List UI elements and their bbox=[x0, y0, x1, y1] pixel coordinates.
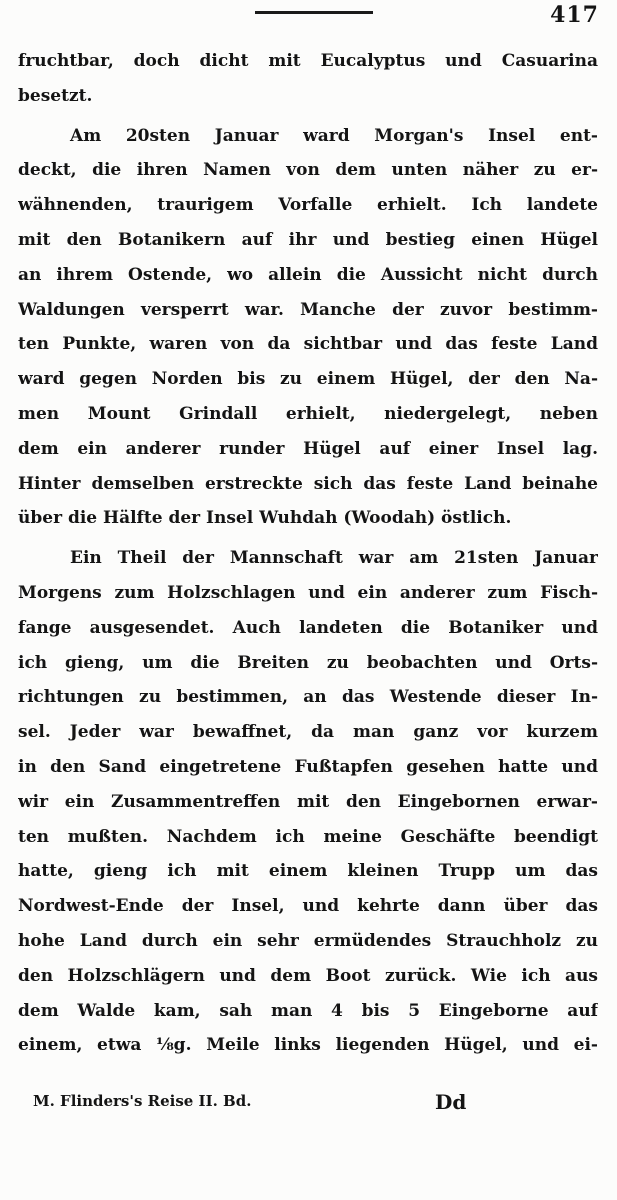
text-line: den Holzschlägern und dem Boot zurück. Wie ich aus bbox=[18, 965, 598, 986]
text-line: Hinter demselben erstreckte sich das feste Land beinahe bbox=[18, 473, 598, 494]
text-line: einem, etwa ⅛g. Meile links liegenden Hügel, und ei- bbox=[18, 1035, 598, 1056]
text-line: fange ausgesendet. Auch landeten die Botaniker und bbox=[18, 617, 598, 638]
text-line: ward gegen Norden bis zu einem Hügel, der den Na- bbox=[18, 369, 598, 390]
text-line: mit den Botanikern auf ihr und bestieg einen Hügel bbox=[18, 229, 598, 250]
text-line: ich gieng, um die Breiten zu beobachten und Orts- bbox=[18, 652, 598, 673]
text-line: deckt, die ihren Namen von dem unten näher zu er- bbox=[18, 160, 598, 181]
text-line: hohe Land durch ein sehr ermüdendes Strauchholz zu bbox=[18, 930, 598, 951]
text-line: hatte, gieng ich mit einem kleinen Trupp um das bbox=[18, 861, 598, 882]
text-line: besetzt. bbox=[18, 85, 93, 106]
text-line: men Mount Grindall erhielt, niedergelegt, neben bbox=[18, 403, 598, 424]
text-line: dem ein anderer runder Hügel auf einer Insel lag. bbox=[18, 438, 598, 459]
text-line: dem Walde kam, sah man 4 bis 5 Eingeborne auf bbox=[18, 1000, 598, 1021]
header-rule bbox=[255, 11, 373, 14]
text-line: fruchtbar, doch dicht mit Eucalyptus und Casuarina bbox=[18, 51, 598, 71]
text-line: sel. Jeder war bewaffnet, da man ganz vor kurzem bbox=[18, 722, 598, 743]
paragraph-3 bbox=[18, 541, 598, 1063]
page-number: 417 bbox=[550, 2, 599, 28]
signature-mark: Dd bbox=[435, 1090, 467, 1114]
text-line: an ihrem Ostende, wo allein die Aussicht nicht durch bbox=[18, 264, 598, 285]
signature-line: M. Flinders's Reise II. Bd. bbox=[33, 1092, 252, 1110]
body-text bbox=[18, 44, 598, 1068]
text-line: ten Punkte, waren von da sichtbar und das feste Land bbox=[18, 334, 598, 355]
text-line: richtungen zu bestimmen, an das Westende dieser In- bbox=[18, 687, 598, 708]
text-line: wähnenden, traurigem Vorfalle erhielt. Ich landete bbox=[18, 195, 598, 216]
text-line: Morgens zum Holzschlagen und ein anderer zum Fisch- bbox=[18, 582, 598, 603]
text-line: Waldungen versperrt war. Manche der zuvor bestimm- bbox=[18, 299, 598, 320]
text-line: wir ein Zusammentreffen mit den Eingebornen erwar- bbox=[18, 791, 598, 812]
text-line: Am 20sten Januar ward Morgan's Insel ent- bbox=[70, 125, 598, 146]
text-line: Ein Theil der Mannschaft war am 21sten Januar bbox=[70, 548, 598, 569]
paragraph-2 bbox=[18, 119, 598, 537]
paragraph-1 bbox=[18, 44, 598, 114]
text-line: über die Hälfte der Insel Wuhdah (Woodah) östlich. bbox=[18, 508, 512, 529]
text-line: in den Sand eingetretene Fußtapfen gesehen hatte und bbox=[18, 756, 598, 777]
text-line: ten mußten. Nachdem ich meine Geschäfte beendigt bbox=[18, 826, 598, 847]
text-line: Nordwest-Ende der Insel, und kehrte dann über das bbox=[18, 896, 598, 917]
